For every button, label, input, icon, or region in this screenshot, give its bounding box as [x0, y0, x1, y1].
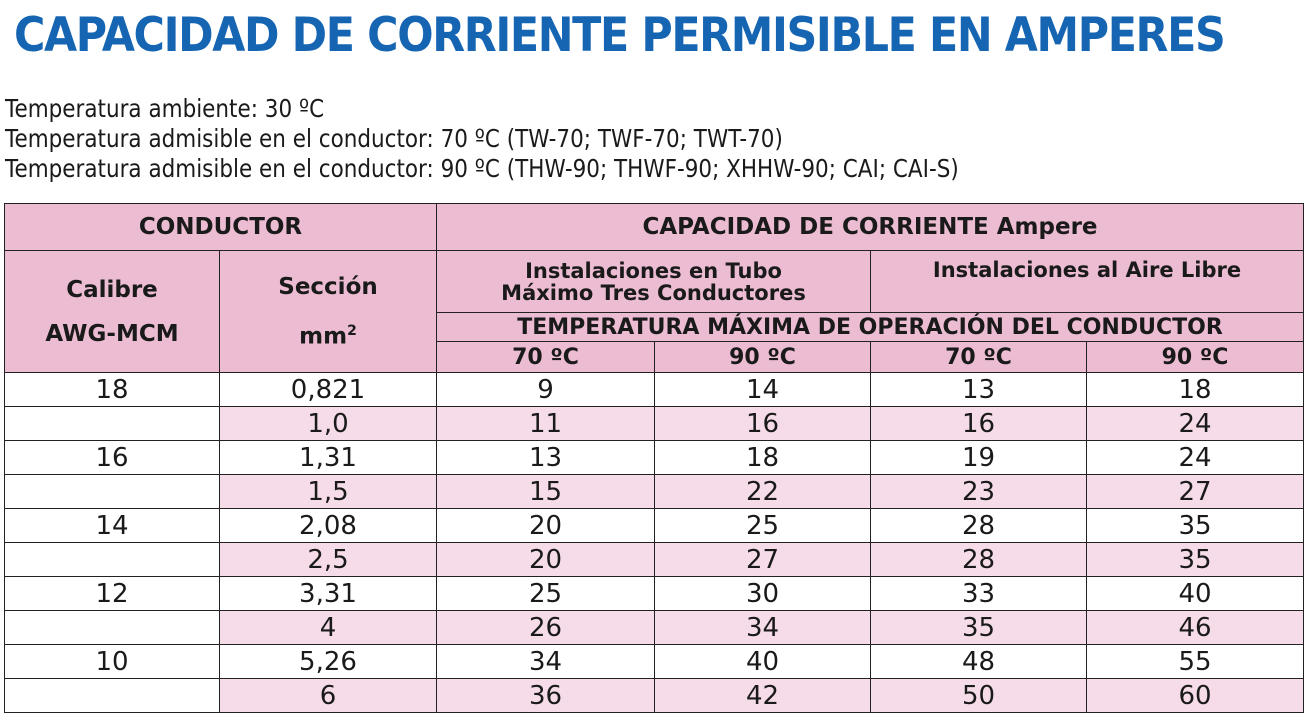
aire-70-cell: 13: [871, 373, 1087, 407]
calibre-unit: AWG-MCM: [45, 320, 179, 347]
seccion-cell: 1,0: [220, 407, 437, 441]
temp-tubo-90: 90 ºC: [655, 342, 871, 373]
tubo-90-cell: 18: [655, 441, 871, 475]
calibre-label: Calibre: [66, 276, 158, 303]
aire-70-cell: 16: [871, 407, 1087, 441]
seccion-cell: 6: [220, 679, 437, 713]
calibre-cell: [5, 611, 220, 645]
aire-90-cell: 60: [1087, 679, 1304, 713]
table-row: [5, 441, 1304, 475]
tubo-90-cell: 16: [655, 407, 871, 441]
aire-70-cell: 35: [871, 611, 1087, 645]
tubo-line-1: Instalaciones en Tubo: [525, 258, 782, 283]
tubo-70-cell: 20: [437, 543, 655, 577]
calibre-cell: 18: [5, 373, 220, 407]
tubo-70-cell: 36: [437, 679, 655, 713]
table-row: [5, 679, 1304, 713]
tubo-70-cell: 25: [437, 577, 655, 611]
seccion-cell: 2,5: [220, 543, 437, 577]
tubo-70-cell: 15: [437, 475, 655, 509]
seccion-cell: 0,821: [220, 373, 437, 407]
tubo-90-cell: 14: [655, 373, 871, 407]
tubo-90-cell: 34: [655, 611, 871, 645]
calibre-cell: [5, 475, 220, 509]
ambient-temperature-note: Temperatura ambiente: 30 ºC: [5, 94, 325, 123]
temp-aire-70: 70 ºC: [871, 342, 1087, 373]
calibre-header: [5, 251, 220, 373]
table-row: [5, 475, 1304, 509]
conductor-temp-90-note: Temperatura admisible en el conductor: 90 ºC (THW-90; THWF-90; XHHW-90; CAI; CAI-S): [5, 154, 959, 183]
aire-90-cell: 35: [1087, 509, 1304, 543]
aire-libre-header: Instalaciones al Aire Libre: [871, 251, 1304, 313]
tubo-70-cell: 26: [437, 611, 655, 645]
seccion-cell: 3,31: [220, 577, 437, 611]
aire-70-cell: 33: [871, 577, 1087, 611]
seccion-cell: 2,08: [220, 509, 437, 543]
table-row: [5, 577, 1304, 611]
aire-90-cell: 27: [1087, 475, 1304, 509]
tubo-70-cell: 11: [437, 407, 655, 441]
table-row: [5, 543, 1304, 577]
tubo-90-cell: 40: [655, 645, 871, 679]
calibre-cell: 16: [5, 441, 220, 475]
table-row: [5, 373, 1304, 407]
temp-aire-90: 90 ºC: [1087, 342, 1304, 373]
tubo-70-cell: 9: [437, 373, 655, 407]
conditions-notes: [5, 94, 1114, 184]
aire-70-cell: 28: [871, 543, 1087, 577]
conductor-temp-70-note: Temperatura admisible en el conductor: 70 ºC (TW-70; TWF-70; TWT-70): [5, 124, 783, 153]
temp-tubo-70: 70 ºC: [437, 342, 655, 373]
calibre-cell: 14: [5, 509, 220, 543]
calibre-cell: [5, 679, 220, 713]
aire-90-cell: 24: [1087, 407, 1304, 441]
calibre-cell: 12: [5, 577, 220, 611]
aire-70-cell: 48: [871, 645, 1087, 679]
aire-70-cell: 19: [871, 441, 1087, 475]
conductor-header: CONDUCTOR: [5, 204, 437, 251]
seccion-cell: 1,31: [220, 441, 437, 475]
seccion-cell: 5,26: [220, 645, 437, 679]
tubo-90-cell: 22: [655, 475, 871, 509]
aire-90-cell: 46: [1087, 611, 1304, 645]
aire-90-cell: 35: [1087, 543, 1304, 577]
temperature-header: TEMPERATURA MÁXIMA DE OPERACIÓN DEL CONDUCTOR: [437, 313, 1304, 342]
table-row: [5, 509, 1304, 543]
page-title: CAPACIDAD DE CORRIENTE PERMISIBLE EN AMPERES: [14, 8, 1225, 63]
seccion-cell: 4: [220, 611, 437, 645]
aire-70-cell: 50: [871, 679, 1087, 713]
aire-70-cell: 28: [871, 509, 1087, 543]
tubo-70-cell: 34: [437, 645, 655, 679]
ampacity-table: [4, 203, 1304, 713]
tubo-90-cell: 30: [655, 577, 871, 611]
tubo-90-cell: 27: [655, 543, 871, 577]
tubo-70-cell: 20: [437, 509, 655, 543]
aire-90-cell: 55: [1087, 645, 1304, 679]
aire-90-cell: 40: [1087, 577, 1304, 611]
seccion-unit: mm: [299, 323, 348, 350]
calibre-cell: 10: [5, 645, 220, 679]
tubo-70-cell: 13: [437, 441, 655, 475]
aire-70-cell: 23: [871, 475, 1087, 509]
aire-90-cell: 18: [1087, 373, 1304, 407]
seccion-header: [220, 251, 437, 373]
seccion-unit-exponent: 2: [347, 322, 357, 339]
tubo-line-2: Máximo Tres Conductores: [501, 280, 806, 305]
calibre-cell: [5, 543, 220, 577]
table-row: [5, 407, 1304, 441]
table-row: [5, 611, 1304, 645]
tubo-90-cell: 42: [655, 679, 871, 713]
capacity-header: CAPACIDAD DE CORRIENTE Ampere: [437, 204, 1304, 251]
seccion-label: Sección: [278, 273, 378, 300]
table-row: [5, 645, 1304, 679]
tubo-90-cell: 25: [655, 509, 871, 543]
tubo-header: [437, 251, 871, 313]
calibre-cell: [5, 407, 220, 441]
seccion-cell: 1,5: [220, 475, 437, 509]
aire-90-cell: 24: [1087, 441, 1304, 475]
